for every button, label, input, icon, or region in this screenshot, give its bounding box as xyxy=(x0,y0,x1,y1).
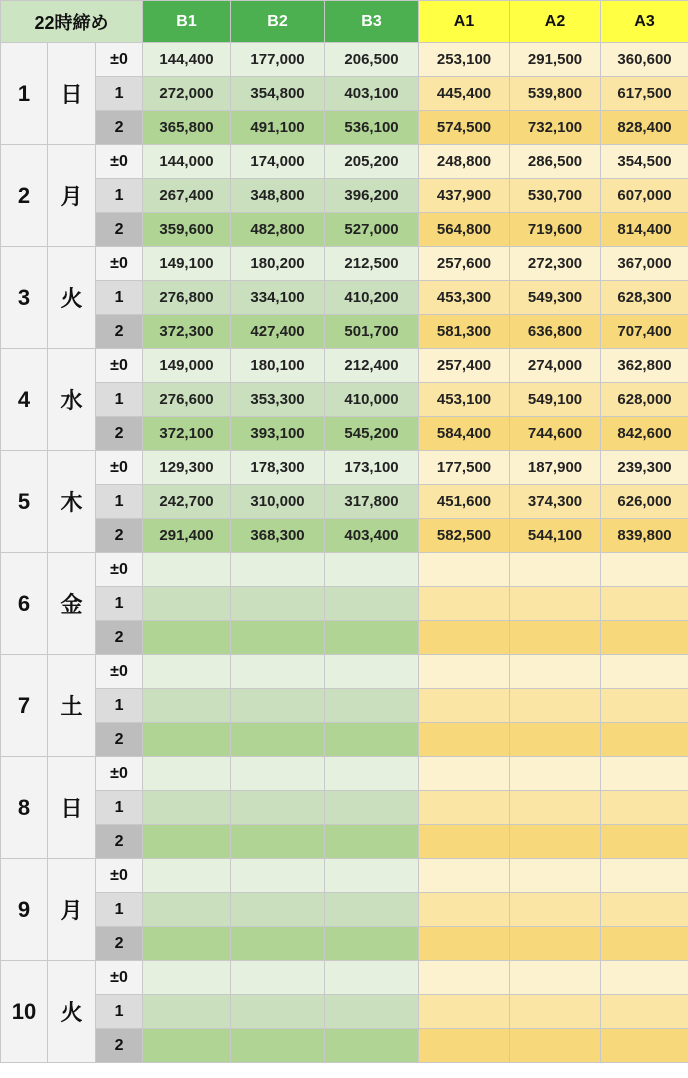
table-row xyxy=(1,349,688,383)
value-cell-a2 xyxy=(510,723,601,757)
value-cell-a3 xyxy=(601,927,688,961)
value-cell-b3 xyxy=(325,553,419,587)
step-label: 1 xyxy=(96,485,143,519)
step-label: ±0 xyxy=(96,553,143,587)
table-row xyxy=(1,315,688,349)
value-cell-b2 xyxy=(231,825,325,859)
value-cell-b2: 482,800 xyxy=(231,213,325,247)
value-cell-a2: 719,600 xyxy=(510,213,601,247)
step-label: ±0 xyxy=(96,145,143,179)
column-header-a1: A1 xyxy=(419,1,510,43)
table-row xyxy=(1,859,688,893)
value-cell-b3: 396,200 xyxy=(325,179,419,213)
value-cell-b1: 144,000 xyxy=(143,145,231,179)
value-cell-b2: 368,300 xyxy=(231,519,325,553)
value-cell-a3: 360,600 xyxy=(601,43,688,77)
value-cell-a3 xyxy=(601,1029,688,1063)
day-number: 9 xyxy=(1,859,48,961)
value-cell-b3 xyxy=(325,961,419,995)
value-cell-a3 xyxy=(601,893,688,927)
table-row xyxy=(1,213,688,247)
day-number: 1 xyxy=(1,43,48,145)
step-label: ±0 xyxy=(96,655,143,689)
value-cell-b1: 149,000 xyxy=(143,349,231,383)
day-of-week: 火 xyxy=(48,961,96,1063)
table-row xyxy=(1,723,688,757)
table-row xyxy=(1,995,688,1029)
value-cell-b3 xyxy=(325,757,419,791)
day-of-week: 土 xyxy=(48,655,96,757)
value-cell-a3: 628,300 xyxy=(601,281,688,315)
value-cell-a3 xyxy=(601,689,688,723)
table-row xyxy=(1,621,688,655)
value-cell-a1 xyxy=(419,893,510,927)
value-cell-a3: 839,800 xyxy=(601,519,688,553)
value-cell-a1: 257,600 xyxy=(419,247,510,281)
value-cell-b2: 491,100 xyxy=(231,111,325,145)
value-cell-b3 xyxy=(325,655,419,689)
value-cell-a2 xyxy=(510,927,601,961)
value-cell-b2: 180,100 xyxy=(231,349,325,383)
value-cell-a2 xyxy=(510,1029,601,1063)
value-cell-a1: 248,800 xyxy=(419,145,510,179)
corner-title: 22時締め xyxy=(1,1,143,43)
value-cell-a2 xyxy=(510,893,601,927)
value-cell-b3 xyxy=(325,1029,419,1063)
value-cell-a1 xyxy=(419,961,510,995)
value-cell-b2: 393,100 xyxy=(231,417,325,451)
value-cell-a2: 549,300 xyxy=(510,281,601,315)
value-cell-a2 xyxy=(510,791,601,825)
value-cell-b2 xyxy=(231,689,325,723)
value-cell-a2 xyxy=(510,757,601,791)
value-cell-a1 xyxy=(419,621,510,655)
value-cell-b1: 242,700 xyxy=(143,485,231,519)
value-cell-b3 xyxy=(325,689,419,723)
value-cell-a2 xyxy=(510,859,601,893)
value-cell-a3: 239,300 xyxy=(601,451,688,485)
value-cell-a1: 451,600 xyxy=(419,485,510,519)
step-label: ±0 xyxy=(96,247,143,281)
value-cell-b2 xyxy=(231,791,325,825)
column-header-a2: A2 xyxy=(510,1,601,43)
day-of-week: 月 xyxy=(48,145,96,247)
day-number: 6 xyxy=(1,553,48,655)
value-cell-a1 xyxy=(419,757,510,791)
step-label: 1 xyxy=(96,383,143,417)
table-row xyxy=(1,417,688,451)
value-cell-b2 xyxy=(231,859,325,893)
value-cell-b1 xyxy=(143,893,231,927)
value-cell-b1 xyxy=(143,587,231,621)
value-cell-b2: 354,800 xyxy=(231,77,325,111)
value-cell-b3: 410,200 xyxy=(325,281,419,315)
value-cell-a2: 732,100 xyxy=(510,111,601,145)
step-label: 1 xyxy=(96,791,143,825)
table-row xyxy=(1,961,688,995)
value-cell-b2 xyxy=(231,621,325,655)
value-cell-b3: 410,000 xyxy=(325,383,419,417)
value-cell-b3: 536,100 xyxy=(325,111,419,145)
value-cell-b1 xyxy=(143,927,231,961)
value-cell-a1: 445,400 xyxy=(419,77,510,111)
value-cell-a2: 291,500 xyxy=(510,43,601,77)
value-cell-b1: 144,400 xyxy=(143,43,231,77)
value-cell-b2: 427,400 xyxy=(231,315,325,349)
value-cell-a1: 564,800 xyxy=(419,213,510,247)
step-label: 1 xyxy=(96,179,143,213)
table-row xyxy=(1,825,688,859)
step-label: 1 xyxy=(96,587,143,621)
value-cell-b3 xyxy=(325,927,419,961)
value-cell-a2 xyxy=(510,621,601,655)
value-cell-b1 xyxy=(143,1029,231,1063)
value-cell-a1 xyxy=(419,859,510,893)
value-cell-a2: 636,800 xyxy=(510,315,601,349)
table-row xyxy=(1,383,688,417)
value-cell-a2: 274,000 xyxy=(510,349,601,383)
value-cell-b1: 276,800 xyxy=(143,281,231,315)
value-cell-a1: 257,400 xyxy=(419,349,510,383)
day-number: 7 xyxy=(1,655,48,757)
day-of-week: 日 xyxy=(48,757,96,859)
table-body xyxy=(1,43,688,1063)
day-of-week: 日 xyxy=(48,43,96,145)
column-header-b2: B2 xyxy=(231,1,325,43)
table-row xyxy=(1,655,688,689)
value-cell-a1 xyxy=(419,927,510,961)
value-cell-b1: 129,300 xyxy=(143,451,231,485)
value-cell-a3 xyxy=(601,791,688,825)
value-cell-a2 xyxy=(510,961,601,995)
column-header-a3: A3 xyxy=(601,1,688,43)
value-cell-b2 xyxy=(231,927,325,961)
step-label: 1 xyxy=(96,689,143,723)
table-row xyxy=(1,179,688,213)
value-cell-b1: 149,100 xyxy=(143,247,231,281)
value-cell-b1 xyxy=(143,995,231,1029)
value-cell-b2: 353,300 xyxy=(231,383,325,417)
step-label: ±0 xyxy=(96,757,143,791)
value-cell-b1: 372,300 xyxy=(143,315,231,349)
value-cell-a2 xyxy=(510,995,601,1029)
value-cell-a2: 272,300 xyxy=(510,247,601,281)
value-cell-b1 xyxy=(143,621,231,655)
header-row xyxy=(1,1,688,43)
value-cell-b3: 545,200 xyxy=(325,417,419,451)
value-cell-b2: 348,800 xyxy=(231,179,325,213)
value-cell-a3 xyxy=(601,825,688,859)
value-cell-b2 xyxy=(231,723,325,757)
step-label: ±0 xyxy=(96,43,143,77)
value-cell-b3 xyxy=(325,621,419,655)
value-cell-a2 xyxy=(510,655,601,689)
value-cell-b3: 212,400 xyxy=(325,349,419,383)
value-cell-a3: 828,400 xyxy=(601,111,688,145)
step-label: 2 xyxy=(96,825,143,859)
step-label: ±0 xyxy=(96,451,143,485)
value-cell-a3 xyxy=(601,961,688,995)
value-cell-b1: 291,400 xyxy=(143,519,231,553)
table-row xyxy=(1,927,688,961)
table-row xyxy=(1,553,688,587)
value-cell-a1: 177,500 xyxy=(419,451,510,485)
day-number: 4 xyxy=(1,349,48,451)
value-cell-b1 xyxy=(143,825,231,859)
value-cell-b3: 173,100 xyxy=(325,451,419,485)
value-cell-a3: 626,000 xyxy=(601,485,688,519)
day-number: 5 xyxy=(1,451,48,553)
value-cell-b2 xyxy=(231,655,325,689)
step-label: 2 xyxy=(96,111,143,145)
value-cell-a1: 453,300 xyxy=(419,281,510,315)
value-cell-a3: 628,000 xyxy=(601,383,688,417)
value-cell-a2 xyxy=(510,689,601,723)
value-cell-a3 xyxy=(601,553,688,587)
value-cell-b3 xyxy=(325,723,419,757)
value-cell-a1: 453,100 xyxy=(419,383,510,417)
value-cell-a3 xyxy=(601,859,688,893)
value-cell-b3: 403,100 xyxy=(325,77,419,111)
value-cell-a2: 374,300 xyxy=(510,485,601,519)
table-row xyxy=(1,587,688,621)
value-cell-b3: 527,000 xyxy=(325,213,419,247)
table-row xyxy=(1,77,688,111)
table-row xyxy=(1,111,688,145)
table-row xyxy=(1,451,688,485)
table-row xyxy=(1,1029,688,1063)
table-row xyxy=(1,485,688,519)
value-cell-b2 xyxy=(231,995,325,1029)
table-row xyxy=(1,519,688,553)
value-cell-b1 xyxy=(143,961,231,995)
value-cell-b3: 501,700 xyxy=(325,315,419,349)
value-cell-b2: 334,100 xyxy=(231,281,325,315)
value-cell-b2: 180,200 xyxy=(231,247,325,281)
value-cell-a1 xyxy=(419,723,510,757)
value-cell-a3: 354,500 xyxy=(601,145,688,179)
step-label: 2 xyxy=(96,519,143,553)
value-cell-a1 xyxy=(419,1029,510,1063)
value-cell-a2 xyxy=(510,825,601,859)
value-cell-b3 xyxy=(325,791,419,825)
value-cell-a3: 362,800 xyxy=(601,349,688,383)
value-cell-a1: 253,100 xyxy=(419,43,510,77)
value-cell-a2: 544,100 xyxy=(510,519,601,553)
value-cell-b1 xyxy=(143,655,231,689)
value-cell-b1: 276,600 xyxy=(143,383,231,417)
value-cell-b3: 403,400 xyxy=(325,519,419,553)
value-cell-b3 xyxy=(325,825,419,859)
value-cell-b3 xyxy=(325,587,419,621)
value-cell-b1: 359,600 xyxy=(143,213,231,247)
step-label: 2 xyxy=(96,927,143,961)
step-label: 2 xyxy=(96,1029,143,1063)
step-label: 1 xyxy=(96,281,143,315)
value-cell-a3: 842,600 xyxy=(601,417,688,451)
day-of-week: 木 xyxy=(48,451,96,553)
value-cell-a1: 437,900 xyxy=(419,179,510,213)
value-cell-b1: 272,000 xyxy=(143,77,231,111)
value-cell-a1 xyxy=(419,825,510,859)
table-row xyxy=(1,247,688,281)
step-label: 2 xyxy=(96,315,143,349)
value-cell-a3 xyxy=(601,723,688,757)
day-of-week: 水 xyxy=(48,349,96,451)
value-cell-b1: 267,400 xyxy=(143,179,231,213)
value-cell-a3: 617,500 xyxy=(601,77,688,111)
value-cell-a2: 530,700 xyxy=(510,179,601,213)
column-header-b1: B1 xyxy=(143,1,231,43)
table-row xyxy=(1,281,688,315)
value-cell-a1 xyxy=(419,587,510,621)
value-cell-a1 xyxy=(419,995,510,1029)
value-cell-b1 xyxy=(143,553,231,587)
value-cell-b3 xyxy=(325,995,419,1029)
value-cell-a1 xyxy=(419,655,510,689)
value-cell-b2 xyxy=(231,553,325,587)
value-cell-a2: 539,800 xyxy=(510,77,601,111)
value-cell-a2: 286,500 xyxy=(510,145,601,179)
day-of-week: 火 xyxy=(48,247,96,349)
value-cell-b1 xyxy=(143,757,231,791)
value-cell-b3: 212,500 xyxy=(325,247,419,281)
step-label: 2 xyxy=(96,213,143,247)
step-label: ±0 xyxy=(96,349,143,383)
step-label: ±0 xyxy=(96,961,143,995)
value-cell-a3 xyxy=(601,587,688,621)
value-cell-b1 xyxy=(143,859,231,893)
value-cell-b3 xyxy=(325,859,419,893)
step-label: ±0 xyxy=(96,859,143,893)
value-cell-a1 xyxy=(419,553,510,587)
table-row xyxy=(1,791,688,825)
value-cell-a1 xyxy=(419,791,510,825)
step-label: 2 xyxy=(96,621,143,655)
value-cell-b3: 206,500 xyxy=(325,43,419,77)
day-number: 3 xyxy=(1,247,48,349)
value-cell-a2 xyxy=(510,587,601,621)
value-cell-b1 xyxy=(143,791,231,825)
day-number: 2 xyxy=(1,145,48,247)
value-cell-b1: 372,100 xyxy=(143,417,231,451)
value-cell-b2 xyxy=(231,1029,325,1063)
day-number: 8 xyxy=(1,757,48,859)
value-cell-a1 xyxy=(419,689,510,723)
value-cell-a2 xyxy=(510,553,601,587)
table-row xyxy=(1,145,688,179)
value-cell-a3: 607,000 xyxy=(601,179,688,213)
step-label: 1 xyxy=(96,995,143,1029)
table-row xyxy=(1,757,688,791)
step-label: 1 xyxy=(96,77,143,111)
value-cell-b1 xyxy=(143,723,231,757)
value-cell-b3 xyxy=(325,893,419,927)
value-cell-a3 xyxy=(601,995,688,1029)
day-of-week: 月 xyxy=(48,859,96,961)
value-cell-a3 xyxy=(601,655,688,689)
value-cell-b1: 365,800 xyxy=(143,111,231,145)
value-cell-a3: 707,400 xyxy=(601,315,688,349)
value-cell-a2: 187,900 xyxy=(510,451,601,485)
value-cell-a3: 367,000 xyxy=(601,247,688,281)
value-cell-a1: 574,500 xyxy=(419,111,510,145)
value-cell-a1: 584,400 xyxy=(419,417,510,451)
value-cell-a2: 744,600 xyxy=(510,417,601,451)
value-cell-a3: 814,400 xyxy=(601,213,688,247)
value-cell-b3: 205,200 xyxy=(325,145,419,179)
step-label: 2 xyxy=(96,417,143,451)
value-cell-b1 xyxy=(143,689,231,723)
value-cell-a3 xyxy=(601,757,688,791)
value-cell-b2 xyxy=(231,893,325,927)
day-number: 10 xyxy=(1,961,48,1063)
value-cell-a3 xyxy=(601,621,688,655)
value-cell-b2 xyxy=(231,587,325,621)
day-of-week: 金 xyxy=(48,553,96,655)
table-row xyxy=(1,893,688,927)
value-cell-a1: 581,300 xyxy=(419,315,510,349)
value-cell-a1: 582,500 xyxy=(419,519,510,553)
value-cell-b2: 178,300 xyxy=(231,451,325,485)
step-label: 1 xyxy=(96,893,143,927)
value-cell-b2: 310,000 xyxy=(231,485,325,519)
table-row xyxy=(1,689,688,723)
value-cell-b2: 174,000 xyxy=(231,145,325,179)
value-cell-b2 xyxy=(231,757,325,791)
value-cell-a2: 549,100 xyxy=(510,383,601,417)
table-row xyxy=(1,43,688,77)
value-cell-b2 xyxy=(231,961,325,995)
column-header-b3: B3 xyxy=(325,1,419,43)
value-cell-b2: 177,000 xyxy=(231,43,325,77)
value-cell-b3: 317,800 xyxy=(325,485,419,519)
step-label: 2 xyxy=(96,723,143,757)
